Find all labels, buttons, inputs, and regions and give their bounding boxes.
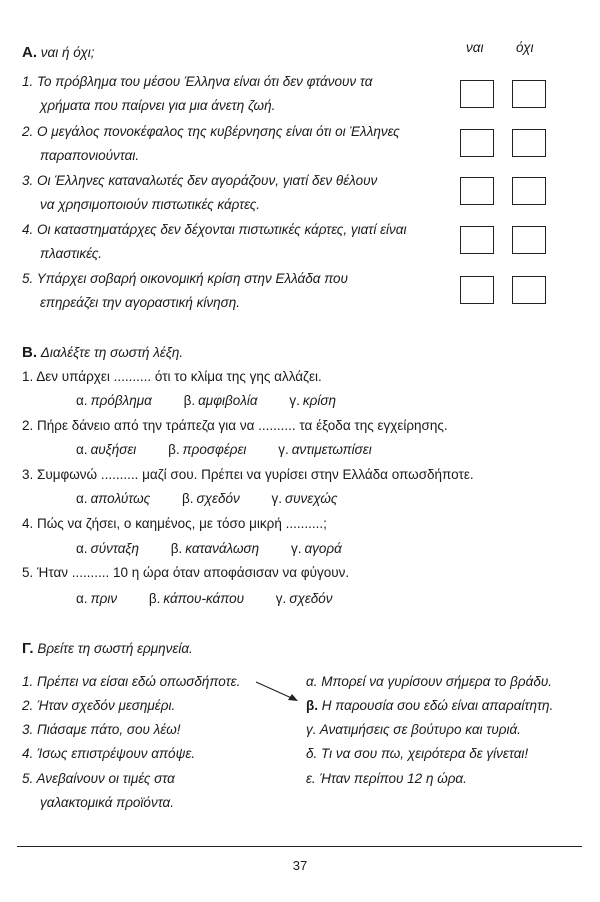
phrase-5-line1: 5. Ανεβαίνουν οι τιμές στα xyxy=(22,771,175,786)
option-a[interactable]: α. απολύτως xyxy=(76,491,151,506)
question-5-sentence: 5. Ήταν .......... 10 η ώρα όταν αποφάσισαν να φύγουν. xyxy=(22,565,350,580)
answer-box-no-1[interactable] xyxy=(512,80,546,108)
option-a[interactable]: α. πριν xyxy=(76,591,118,606)
column-header-no: όχι xyxy=(516,40,534,55)
statement-2-line1: 2. Ο μεγάλος πονοκέφαλος της κυβέρνησης είναι ότι οι Έλληνες xyxy=(22,124,400,139)
option-a[interactable]: α. αυξήσει xyxy=(76,442,137,457)
section-b-letter: Β. xyxy=(22,344,37,361)
section-a-letter: Α. xyxy=(22,44,37,61)
section-c-letter: Γ. xyxy=(22,640,34,657)
option-a[interactable]: α. πρόβλημα xyxy=(76,393,152,408)
question-3-options xyxy=(76,491,365,506)
option-b[interactable]: β. προσφέρει xyxy=(168,442,247,457)
section-c-heading xyxy=(22,640,193,657)
phrase-4: 4. Ίσως επιστρέψουν απόψε. xyxy=(22,746,196,761)
answer-box-yes-2[interactable] xyxy=(460,129,494,157)
answer-box-no-3[interactable] xyxy=(512,177,546,205)
example-match-arrow-icon xyxy=(254,678,302,706)
question-2-sentence: 2. Πήρε δάνειο από την τράπεζα για να .......... τα έξοδα της εγχείρησης. xyxy=(22,418,448,433)
meaning-a: α. Μπορεί να γυρίσουν σήμερα το βράδυ. xyxy=(306,674,552,689)
option-c[interactable]: γ. σχεδόν xyxy=(275,591,333,606)
answer-box-no-2[interactable] xyxy=(512,129,546,157)
option-c[interactable]: γ. αγορά xyxy=(290,541,342,556)
section-c-title: Βρείτε τη σωστή ερμηνεία. xyxy=(37,641,193,656)
column-header-yes: ναι xyxy=(466,40,484,55)
option-b[interactable]: β. σχεδόν xyxy=(181,491,240,506)
statement-2-line2: παραπονιούνται. xyxy=(40,148,140,163)
option-c[interactable]: γ. κρίση xyxy=(289,393,336,408)
footer-divider xyxy=(17,846,582,847)
option-b[interactable]: β. κατανάλωση xyxy=(170,541,260,556)
meaning-b: β. Η παρουσία σου εδώ είναι απαραίτητη. xyxy=(306,698,554,713)
statement-3-line2: να χρησιμοποιούν πιστωτικές κάρτες. xyxy=(40,197,261,212)
question-5-options xyxy=(76,591,361,606)
phrase-1: 1. Πρέπει να είσαι εδώ οπωσδήποτε. xyxy=(22,674,241,689)
option-c[interactable]: γ. αντιμετωπίσει xyxy=(278,442,372,457)
statement-1-line2: χρήματα που παίρνει για μια άνετη ζωή. xyxy=(40,98,276,113)
meaning-d: δ. Τι να σου πω, χειρότερα δε γίνεται! xyxy=(306,746,529,761)
phrase-3: 3. Πιάσαμε πάτο, σου λέω! xyxy=(22,722,181,737)
meaning-c: γ. Ανατιμήσεις σε βούτυρο και τυριά. xyxy=(306,722,521,737)
option-a[interactable]: α. σύνταξη xyxy=(76,541,139,556)
section-b-heading xyxy=(22,344,183,361)
question-4-sentence: 4. Πώς να ζήσει, ο καημένος, με τόσο μικρή ..........; xyxy=(22,516,327,531)
meaning-e: ε. Ήταν περίπου 12 η ώρα. xyxy=(306,771,467,786)
statement-5-line1: 5. Υπάρχει σοβαρή οικονομική κρίση στην Ελλάδα που xyxy=(22,271,348,286)
answer-box-yes-1[interactable] xyxy=(460,80,494,108)
phrase-5-line2: γαλακτομικά προϊόντα. xyxy=(40,795,174,810)
statement-1-line1: 1. Το πρόβλημα του μέσου Έλληνα είναι ότι δεν φτάνουν τα xyxy=(22,74,373,89)
phrase-2: 2. Ήταν σχεδόν μεσημέρι. xyxy=(22,698,176,713)
question-3-sentence: 3. Συμφωνώ .......... μαζί σου. Πρέπει να γυρίσει στην Ελλάδα οπωσδήποτε. xyxy=(22,467,474,482)
question-1-options xyxy=(76,393,364,408)
section-a-title: ναι ή όχι; xyxy=(40,45,95,60)
answer-box-yes-5[interactable] xyxy=(460,276,494,304)
page-number: 37 xyxy=(292,858,308,873)
statement-4-line2: πλαστικές. xyxy=(40,246,103,261)
question-1-sentence: 1. Δεν υπάρχει .......... ότι το κλίμα της γης αλλάζει. xyxy=(22,369,322,384)
question-4-options xyxy=(76,541,370,556)
statement-4-line1: 4. Οι καταστηματάρχες δεν δέχονται πιστωτικές κάρτες, γιατί είναι xyxy=(22,222,407,237)
question-2-options xyxy=(76,442,400,457)
statement-3-line1: 3. Οι Έλληνες καταναλωτές δεν αγοράζουν, γιατί δεν θέλουν xyxy=(22,173,378,188)
option-b[interactable]: β. κάπου-κάπου xyxy=(148,591,245,606)
option-b[interactable]: β. αμφιβολία xyxy=(183,393,258,408)
section-b-title: Διαλέξτε τη σωστή λέξη. xyxy=(40,345,184,360)
answer-box-no-4[interactable] xyxy=(512,226,546,254)
section-a-heading xyxy=(22,44,94,61)
answer-box-no-5[interactable] xyxy=(512,276,546,304)
statement-5-line2: επηρεάζει την αγοραστική κίνηση. xyxy=(40,295,240,310)
option-c[interactable]: γ. συνεχώς xyxy=(271,491,338,506)
answer-box-yes-3[interactable] xyxy=(460,177,494,205)
answer-box-yes-4[interactable] xyxy=(460,226,494,254)
